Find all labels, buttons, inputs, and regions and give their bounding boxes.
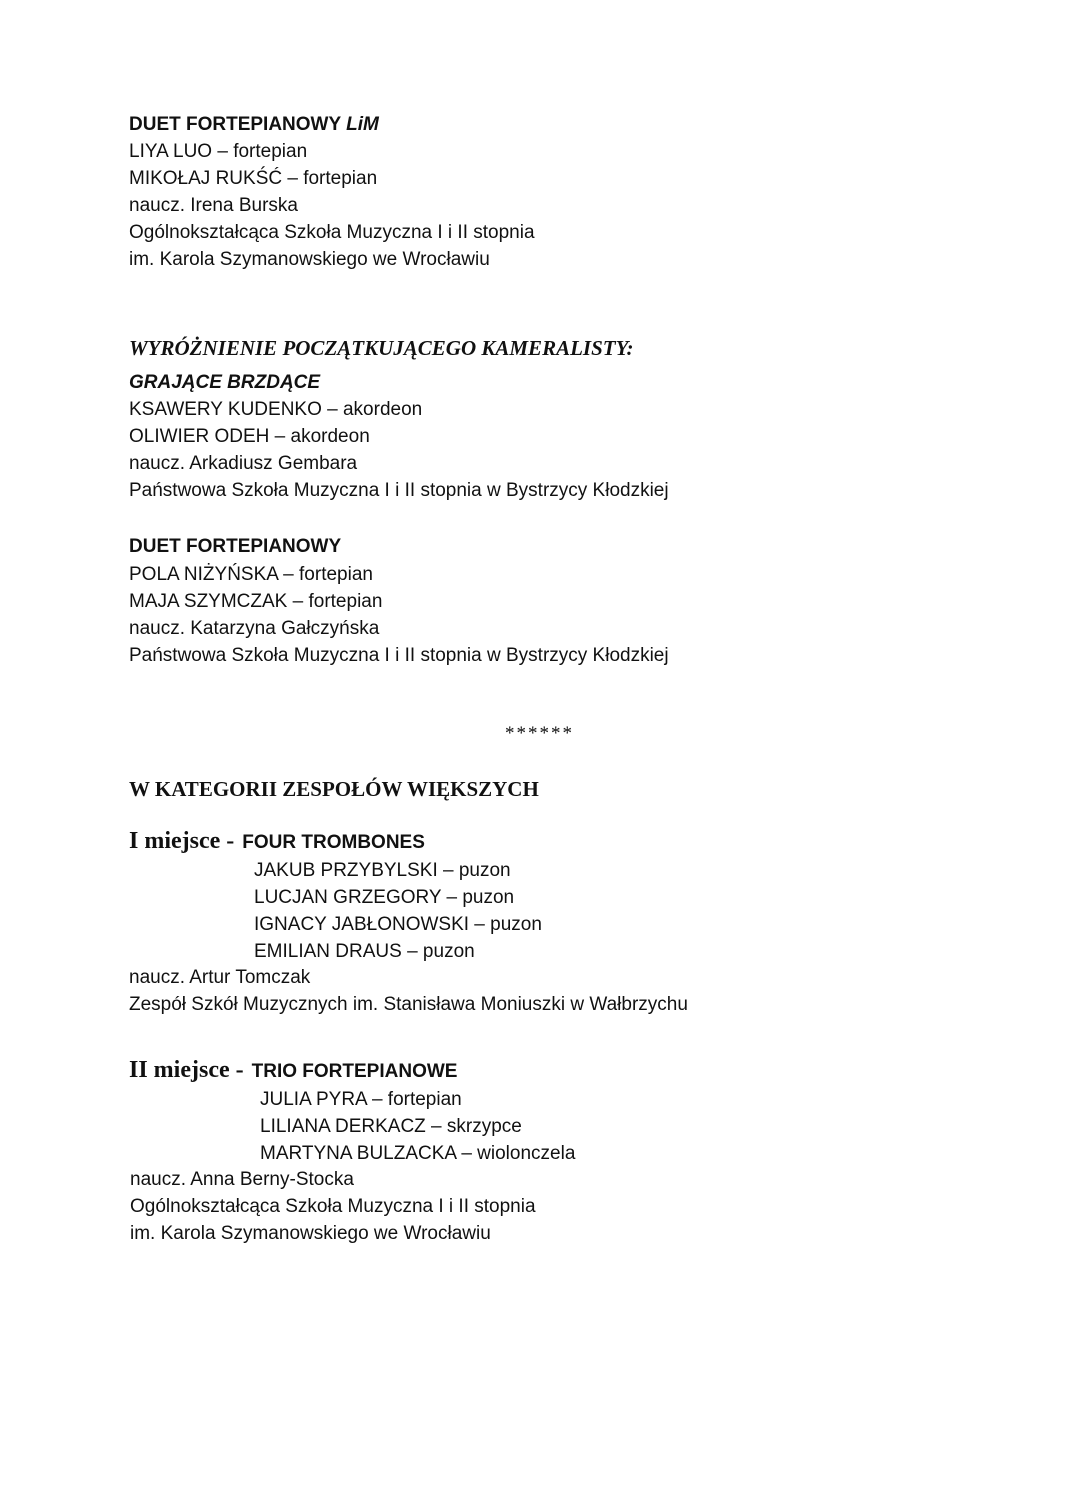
- first-place-member: JAKUB PRZYBYLSKI – puzon: [254, 860, 511, 881]
- second-place-member: LILIANA DERKACZ – skrzypce: [260, 1116, 522, 1137]
- duet-lim-title-main: DUET FORTEPIANOWY: [129, 114, 347, 135]
- first-place-member: LUCJAN GRZEGORY – puzon: [254, 887, 515, 908]
- ensemble-school: Państwowa Szkoła Muzyczna I i II stopnia w Bystrzycy Kłodzkiej: [129, 645, 669, 666]
- second-place-member: JULIA PYRA – fortepian: [260, 1089, 462, 1110]
- second-place-ensemble: TRIO FORTEPIANOWE: [251, 1061, 458, 1082]
- second-place-row: [129, 1058, 457, 1084]
- duet-lim-school: im. Karola Szymanowskiego we Wrocławiu: [129, 249, 490, 270]
- section-separator: ******: [505, 723, 574, 744]
- ensemble-teacher: naucz. Arkadiusz Gembara: [129, 453, 358, 474]
- first-place-teacher: naucz. Artur Tomczak: [129, 967, 311, 988]
- first-place-member: EMILIAN DRAUS – puzon: [254, 941, 475, 962]
- ensemble-member: KSAWERY KUDENKO – akordeon: [129, 399, 423, 420]
- second-place-label: II miejsce -: [129, 1057, 244, 1083]
- duet-lim-teacher: naucz. Irena Burska: [129, 195, 298, 216]
- second-place-member: MARTYNA BULZACKA – wiolonczela: [260, 1143, 576, 1164]
- category-heading: W KATEGORII ZESPOŁÓW WIĘKSZYCH: [129, 777, 539, 801]
- first-place-ensemble: FOUR TROMBONES: [242, 832, 425, 853]
- first-place-row: [129, 829, 425, 855]
- duet-lim-title-suffix: LiM: [346, 114, 379, 135]
- duet-lim-member: LIYA LUO – fortepian: [129, 141, 308, 162]
- ensemble-title-grajace-brzdace: GRAJĄCE BRZDĄCE: [129, 372, 321, 393]
- ensemble-member: OLIWIER ODEH – akordeon: [129, 426, 370, 447]
- first-place-school: Zespół Szkół Muzycznych im. Stanisława Moniuszki w Wałbrzychu: [129, 994, 688, 1015]
- distinction-heading: WYRÓŻNIENIE POCZĄTKUJĄCEGO KAMERALISTY:: [129, 336, 634, 360]
- ensemble-school: Państwowa Szkoła Muzyczna I i II stopnia w Bystrzycy Kłodzkiej: [129, 480, 669, 501]
- second-place-teacher: naucz. Anna Berny-Stocka: [130, 1169, 354, 1190]
- second-place-school: im. Karola Szymanowskiego we Wrocławiu: [130, 1223, 491, 1244]
- ensemble-title-duet-fortepianowy: DUET FORTEPIANOWY: [129, 536, 342, 557]
- ensemble-teacher: naucz. Katarzyna Gałczyńska: [129, 618, 380, 639]
- first-place-label: I miejsce -: [129, 828, 235, 854]
- ensemble-member: MAJA SZYMCZAK – fortepian: [129, 591, 383, 612]
- ensemble-member: POLA NIŻYŃSKA – fortepian: [129, 564, 373, 585]
- duet-lim-school: Ogólnokształcąca Szkoła Muzyczna I i II stopnia: [129, 222, 535, 243]
- duet-lim-title: [129, 113, 379, 137]
- first-place-member: IGNACY JABŁONOWSKI – puzon: [254, 914, 542, 935]
- duet-lim-member: MIKOŁAJ RUKŚĆ – fortepian: [129, 168, 378, 189]
- second-place-school: Ogólnokształcąca Szkoła Muzyczna I i II stopnia: [130, 1196, 536, 1217]
